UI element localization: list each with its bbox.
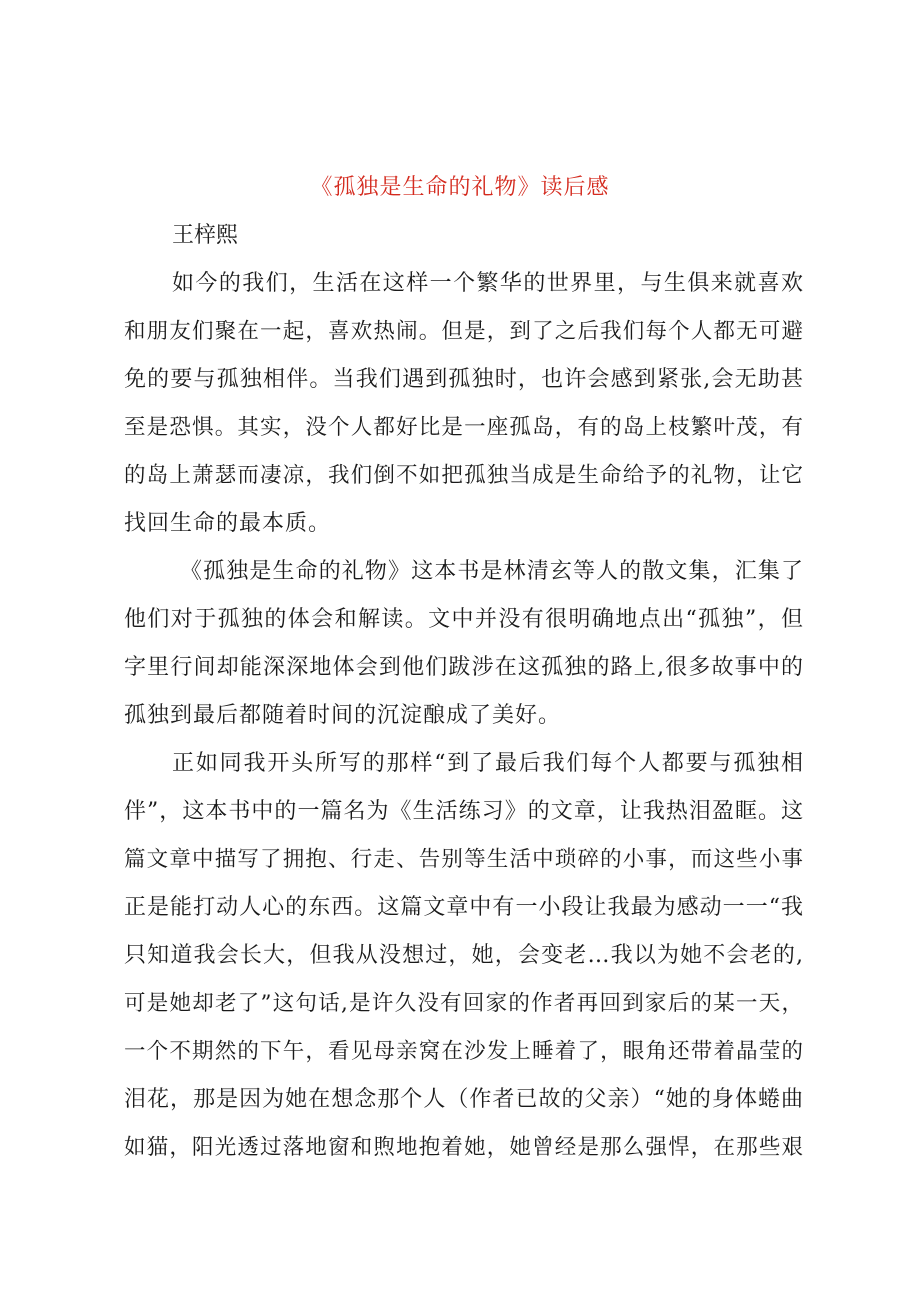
document-title: 《孤独是生命的礼物》读后感 xyxy=(310,175,610,200)
paragraph-line: 泪花，那是因为她在想念那个人（作者已故的父亲）“她的身体蜷曲 xyxy=(124,1087,804,1112)
paragraph-line: 和朋友们聚在一起，喜欢热闹。但是，到了之后我们每个人都无可避 xyxy=(124,319,804,344)
paragraph-line: 他们对于孤独的体会和解读。文中并没有很明确地点出“孤独”，但 xyxy=(124,607,804,632)
paragraph-line: 如猫，阳光透过落地窗和煦地抱着她，她曾经是那么强悍，在那些艰 xyxy=(124,1135,804,1160)
paragraph-line: 找回生命的最本质。 xyxy=(124,511,332,536)
paragraph-line: 正如同我开头所写的那样“到了最后我们每个人都要与孤独相 xyxy=(172,751,804,776)
paragraph-line: 孤独到最后都随着时间的沉淀酿成了美好。 xyxy=(124,703,562,728)
paragraph-line: 正是能打动人心的东西。这篇文章中有一小段让我最为感动一一“我 xyxy=(124,895,804,920)
author-name: 王梓熙 xyxy=(172,223,239,248)
paragraph-line: 一个不期然的下午，看见母亲窝在沙发上睡着了，眼角还带着晶莹的 xyxy=(124,1039,804,1064)
paragraph-line: 字里行间却能深深地体会到他们跋涉在这孤独的路上,很多故事中的 xyxy=(124,655,804,680)
paragraph-line: 可是她却老了”这句话,是许久没有回家的作者再回到家后的某一天， xyxy=(124,991,804,1016)
paragraph-line: 如今的我们，生活在这样一个繁华的世界里，与生俱来就喜欢 xyxy=(172,271,804,296)
paragraph-line: 的岛上萧瑟而凄凉，我们倒不如把孤独当成是生命给予的礼物，让它 xyxy=(124,463,804,488)
paragraph-line: 至是恐惧。其实，没个人都好比是一座孤岛，有的岛上枝繁叶茂，有 xyxy=(124,415,804,440)
paragraph-line: 篇文章中描写了拥抱、行走、告别等生活中琐碎的小事，而这些小事 xyxy=(124,847,804,872)
paragraph-line: 免的要与孤独相伴。当我们遇到孤独时，也许会感到紧张,会无助甚 xyxy=(124,367,804,392)
paragraph-line: 伴”，这本书中的一篇名为《生活练习》的文章，让我热泪盈眶。这 xyxy=(124,799,804,824)
paragraph-line: 《孤独是生命的礼物》这本书是林清玄等人的散文集，汇集了 xyxy=(180,559,804,584)
paragraph-line: 只知道我会长大，但我从没想过，她，会变老…我以为她不会老的, xyxy=(124,943,804,968)
